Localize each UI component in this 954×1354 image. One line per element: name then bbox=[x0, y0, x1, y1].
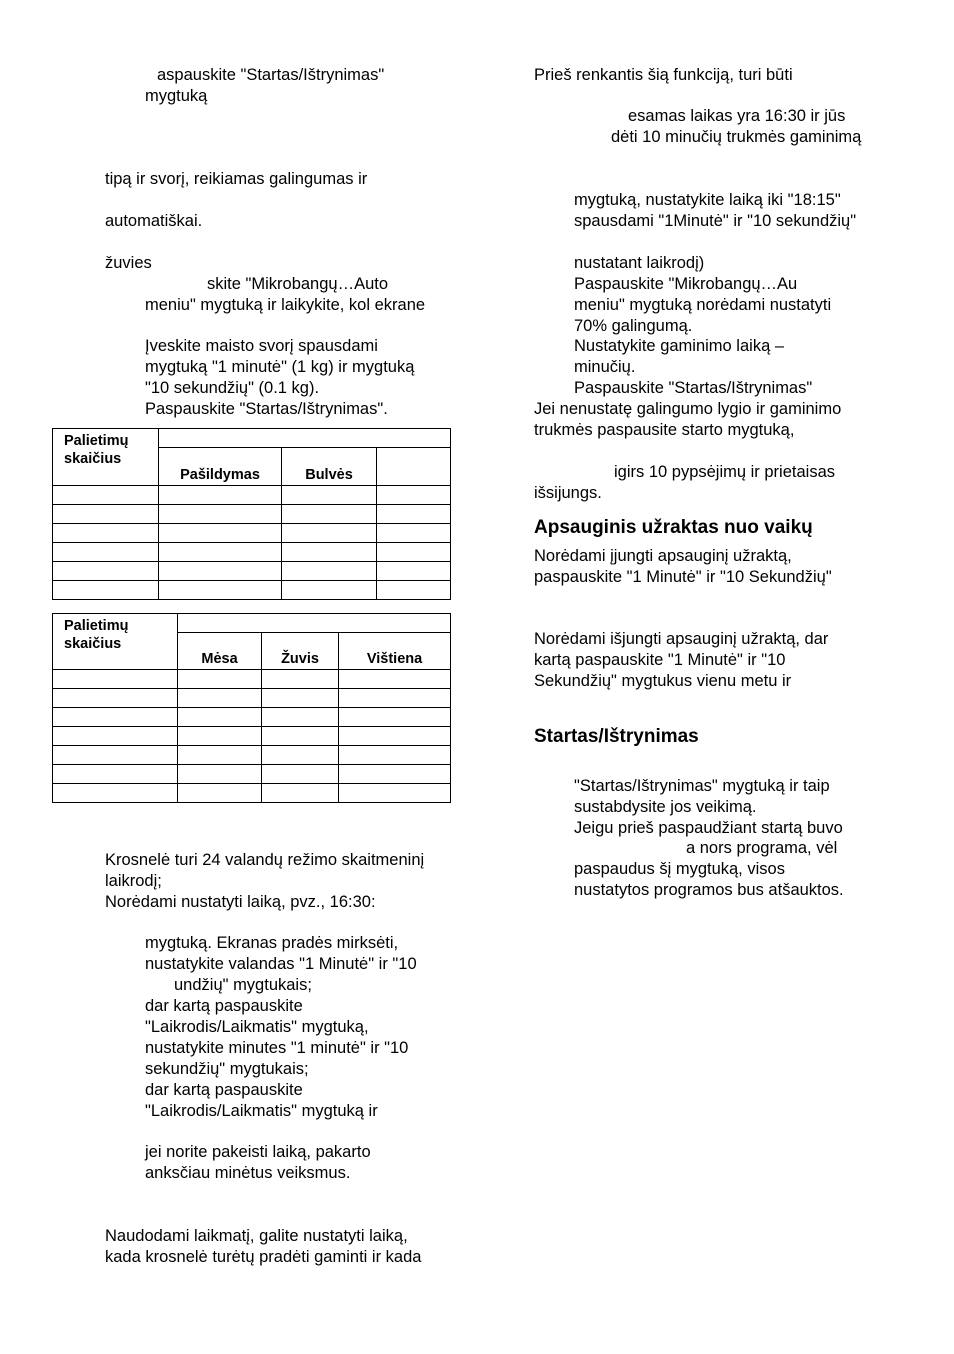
table-group-header bbox=[178, 614, 451, 633]
text-line: mygtuką. Ekranas pradės mirksėti, bbox=[145, 934, 399, 952]
text-line: igirs 10 pypsėjimų ir prietaisas bbox=[614, 463, 836, 481]
text-line: mygtuką bbox=[145, 87, 208, 105]
table-row bbox=[53, 505, 451, 524]
column-header: Pašildymas bbox=[159, 448, 282, 486]
table-corner-header: Palietimų skaičius bbox=[53, 614, 178, 670]
text-line: "10 sekundžių" (0.1 kg). bbox=[145, 379, 320, 397]
text-line: Krosnelė turi 24 valandų režimo skaitmeninį bbox=[105, 851, 425, 869]
text-line: Paspauskite "Startas/Ištrynimas" bbox=[574, 379, 813, 397]
table-row bbox=[53, 581, 451, 600]
text-line: paspaudus šį mygtuką, visos bbox=[574, 860, 785, 878]
text-line: mygtuką, nustatykite laiką iki "18:15" bbox=[574, 191, 841, 209]
table-row bbox=[53, 543, 451, 562]
table-row bbox=[53, 562, 451, 581]
text-line: Norėdami nustatyti laiką, pvz., 16:30: bbox=[105, 893, 376, 911]
text-line: dar kartą paspauskite bbox=[145, 997, 303, 1015]
text-line: "Laikrodis/Laikmatis" mygtuką ir bbox=[145, 1102, 378, 1120]
text-line: išsijungs. bbox=[534, 484, 602, 502]
text-line: Paspauskite "Mikrobangų…Au bbox=[574, 275, 798, 293]
text-line: undžių" mygtukais; bbox=[174, 976, 312, 994]
text-line: žuvies bbox=[105, 254, 152, 272]
text-line: anksčiau minėtus veiksmus. bbox=[145, 1164, 351, 1182]
text-line: Jei nenustatę galingumo lygio ir gaminimo bbox=[534, 400, 842, 418]
table-row bbox=[53, 689, 451, 708]
text-line: Sekundžių" mygtukus vienu metu ir bbox=[534, 672, 792, 690]
text-line: kada krosnelė turėtų pradėti gaminti ir kada bbox=[105, 1248, 422, 1266]
text-line: spausdami "1Minutė" ir "10 sekundžių" bbox=[574, 212, 857, 230]
text-line: Prieš renkantis šią funkciją, turi būti bbox=[534, 66, 793, 84]
column-header: Bulvės bbox=[282, 448, 377, 486]
table-row bbox=[53, 784, 451, 803]
text-line: Naudodami laikmatį, galite nustatyti laiką, bbox=[105, 1227, 408, 1245]
text-line: nustatykite minutes "1 minutė" ir "10 bbox=[145, 1039, 409, 1057]
table-row bbox=[53, 765, 451, 784]
text-line: Įveskite maisto svorį spausdami bbox=[145, 337, 378, 355]
text-line: kartą paspauskite "1 Minutė" ir "10 bbox=[534, 651, 786, 669]
text-line: nustatant laikrodį) bbox=[574, 254, 705, 272]
text-line: "Laikrodis/Laikmatis" mygtuką, bbox=[145, 1018, 369, 1036]
text-line: Norėdami išjungti apsauginį užraktą, dar bbox=[534, 630, 829, 648]
text-line: meniu" mygtuką norėdami nustatyti bbox=[574, 296, 832, 314]
text-line: Jeigu prieš paspaudžiant startą buvo bbox=[574, 819, 843, 837]
table-group-header bbox=[159, 429, 451, 448]
section-heading: Startas/Ištrynimas bbox=[534, 726, 699, 747]
text-line: automatiškai. bbox=[105, 212, 203, 230]
auto-menu-table-2 bbox=[52, 613, 451, 803]
text-line: Norėdami įjungti apsauginį užraktą, bbox=[534, 547, 792, 565]
column-header: Mėsa bbox=[178, 633, 262, 670]
text-line: Paspauskite "Startas/Ištrynimas". bbox=[145, 400, 388, 418]
text-line: aspauskite "Startas/Ištrynimas" bbox=[157, 66, 385, 84]
text-line: nustatytos programos bus atšauktos. bbox=[574, 881, 844, 899]
table-row bbox=[53, 524, 451, 543]
text-line: skite "Mikrobangų…Auto bbox=[207, 275, 389, 293]
text-line: sustabdysite jos veikimą. bbox=[574, 798, 757, 816]
text-line: esamas laikas yra 16:30 ir jūs bbox=[628, 107, 846, 125]
text-line: nustatykite valandas "1 Minutė" ir "10 bbox=[145, 955, 417, 973]
text-line: jei norite pakeisti laiką, pakarto bbox=[145, 1143, 371, 1161]
text-line: laikrodį; bbox=[105, 872, 162, 890]
auto-menu-table-1 bbox=[52, 428, 451, 600]
column-header: Vištiena bbox=[339, 633, 451, 670]
text-line: paspauskite "1 Minutė" ir "10 Sekundžių" bbox=[534, 568, 832, 586]
column-header bbox=[377, 448, 451, 486]
text-line: mygtuką "1 minutė" (1 kg) ir mygtuką bbox=[145, 358, 415, 376]
section-heading: Apsauginis užraktas nuo vaikų bbox=[534, 517, 813, 538]
table-row bbox=[53, 670, 451, 689]
table-corner-header: Palietimų skaičius bbox=[53, 429, 159, 486]
text-line: meniu" mygtuką ir laikykite, kol ekrane bbox=[145, 296, 426, 314]
text-line: "Startas/Ištrynimas" mygtuką ir taip bbox=[574, 777, 830, 795]
text-line: Nustatykite gaminimo laiką – bbox=[574, 337, 785, 355]
column-header: Žuvis bbox=[262, 633, 339, 670]
table-row bbox=[53, 727, 451, 746]
text-line: 70% galingumą. bbox=[574, 317, 693, 335]
table-row bbox=[53, 486, 451, 505]
table-row bbox=[53, 746, 451, 765]
text-line: a nors programa, vėl bbox=[686, 839, 838, 857]
text-line: dar kartą paspauskite bbox=[145, 1081, 303, 1099]
table-row bbox=[53, 708, 451, 727]
text-line: dėti 10 minučių trukmės gaminimą bbox=[611, 128, 862, 146]
text-line: minučių. bbox=[574, 358, 636, 376]
text-line: tipą ir svorį, reikiamas galingumas ir bbox=[105, 170, 368, 188]
text-line: sekundžių" mygtukais; bbox=[145, 1060, 309, 1078]
text-line: trukmės paspausite starto mygtuką, bbox=[534, 421, 795, 439]
